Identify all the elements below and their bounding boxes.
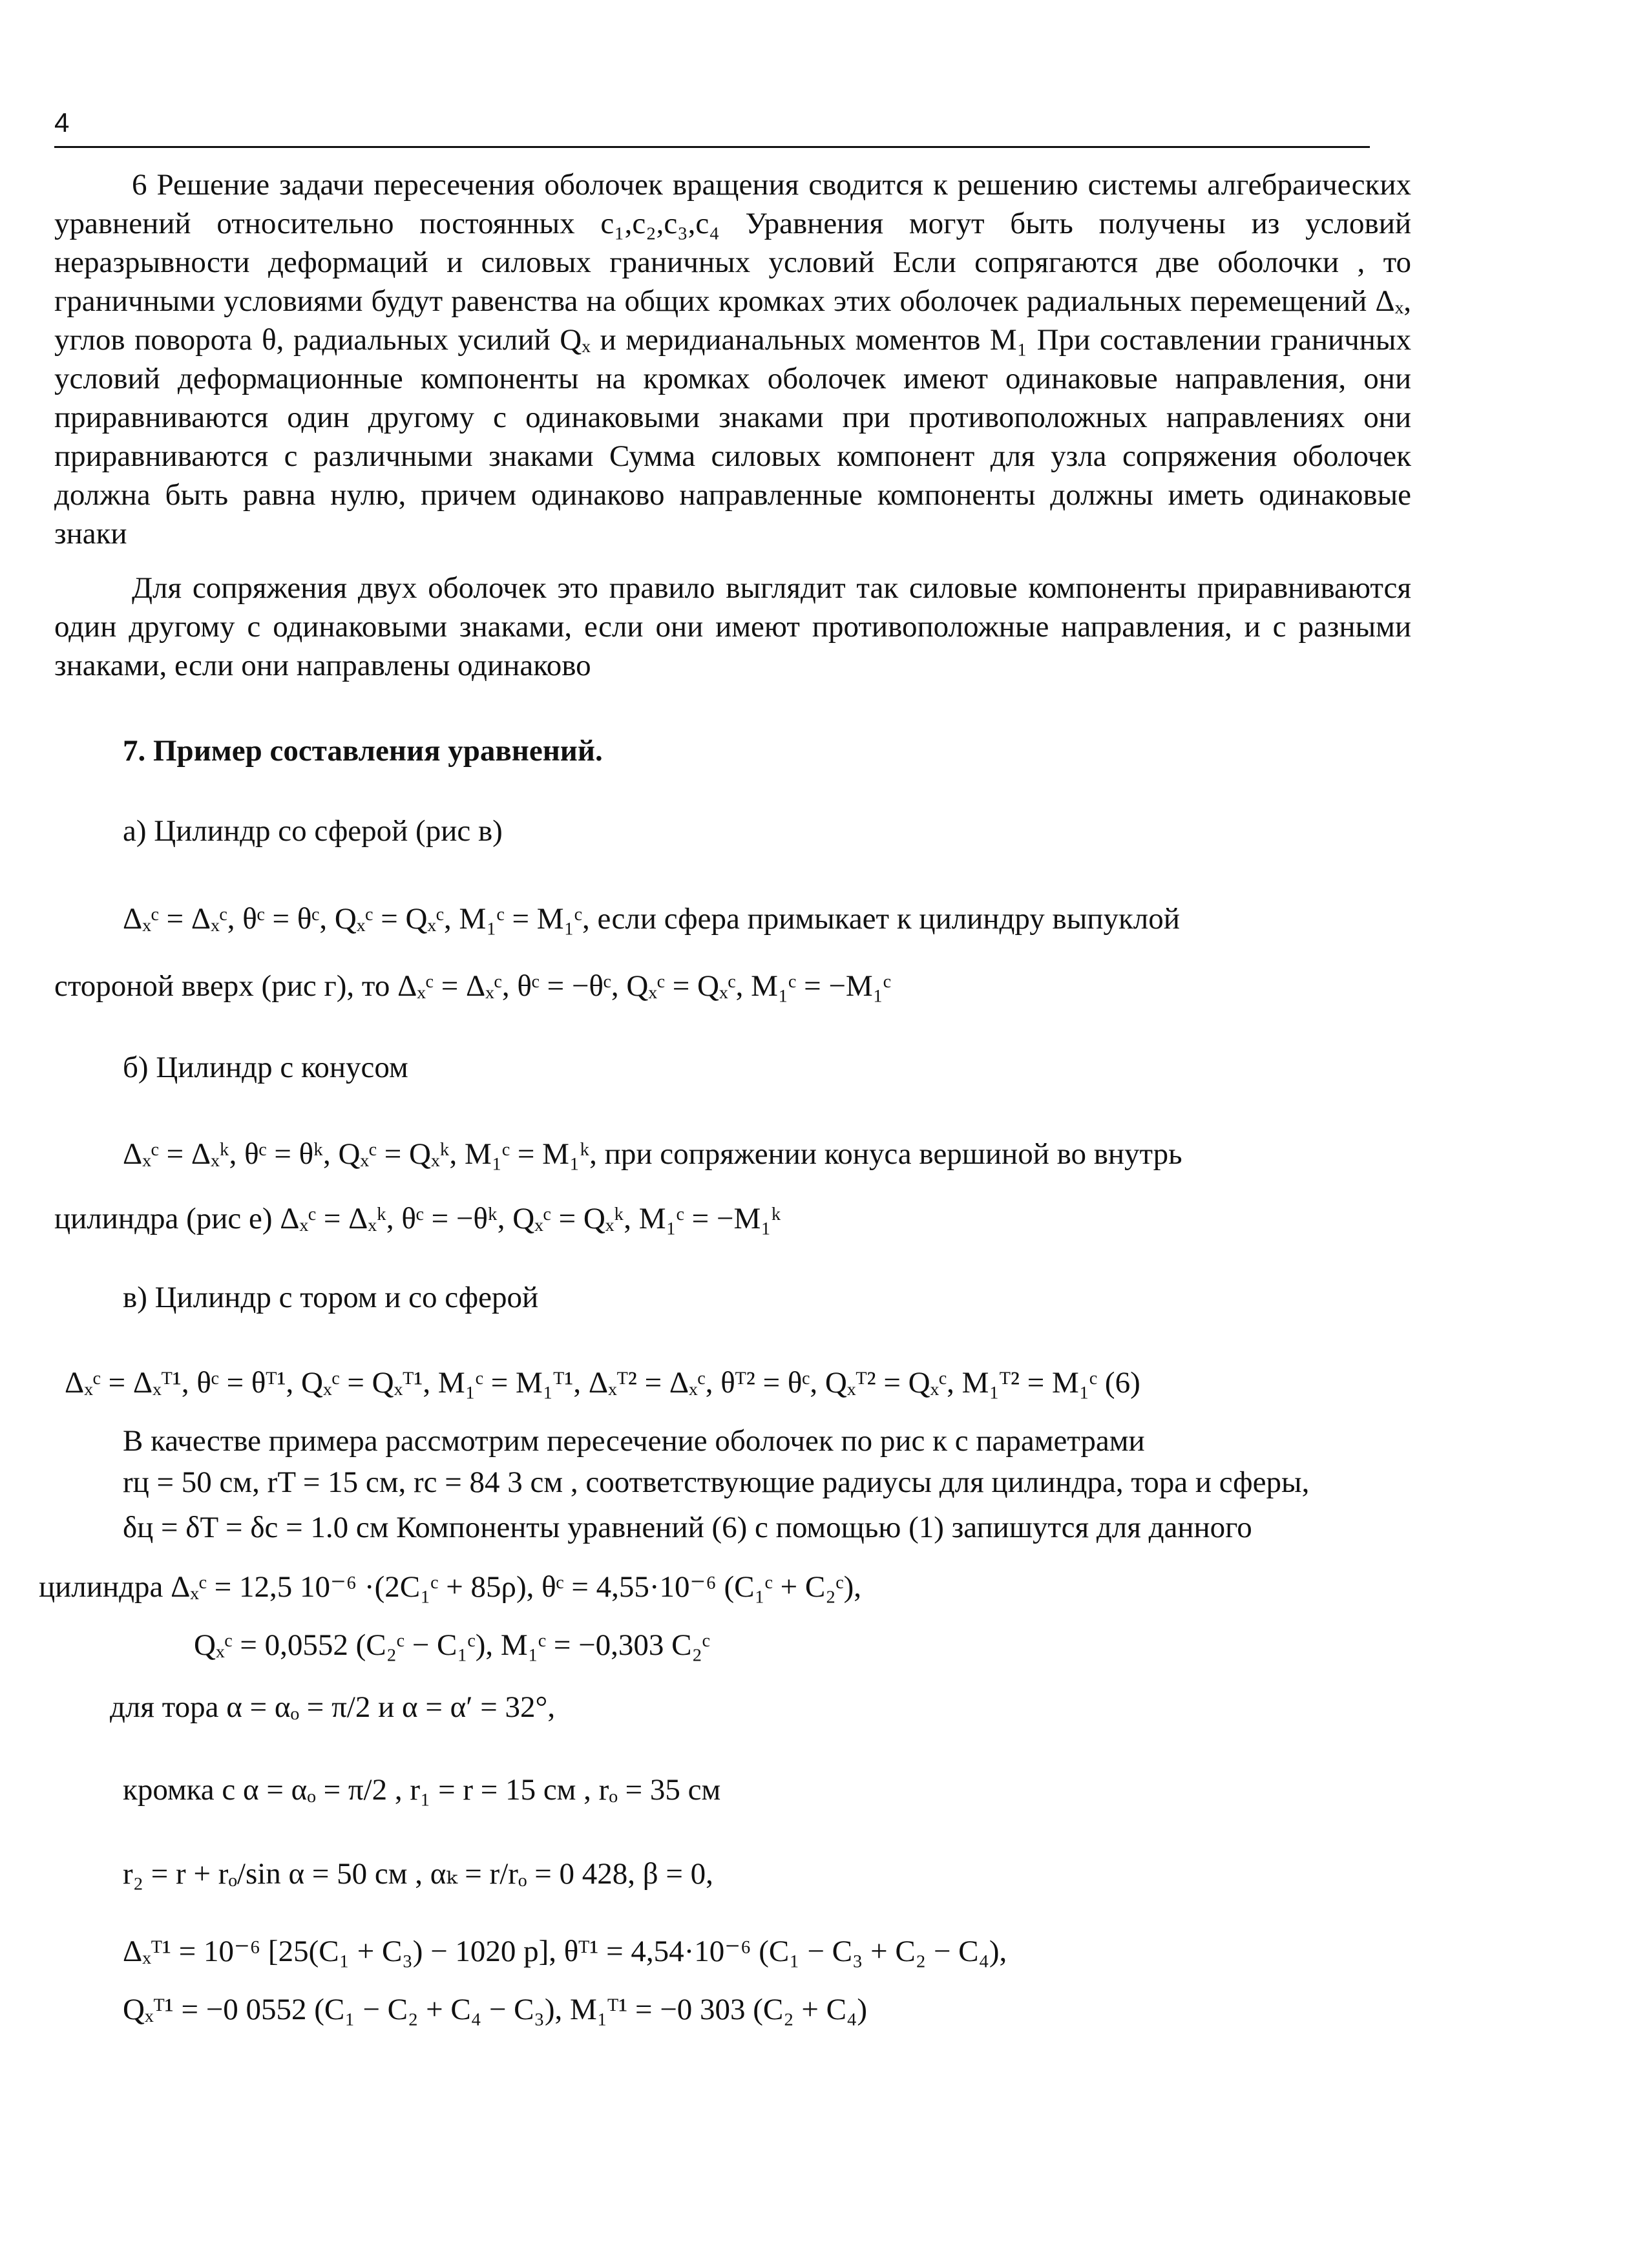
parameters-thickness: δц = δT = δc = 1.0 см Компоненты уравнений (6) с помощью (1) запишутся для данного — [123, 1511, 1252, 1544]
torus-equation-2: Qₓᵀ¹ = −0 0552 (C₁ − C₂ + C₄ − C₃), M₁ᵀ¹ = −0 303 (C₂ + C₄) — [123, 1993, 868, 2026]
subheading-cylinder-torus-sphere: в) Цилиндр с тором и со сферой — [123, 1281, 539, 1314]
torus-edge: кромка с α = αₒ = π/2 , r₁ = r = 15 см , rₒ = 35 см — [123, 1773, 721, 1807]
subheading-cylinder-cone: б) Цилиндр с конусом — [123, 1051, 408, 1084]
example-intro: В качестве примера рассмотрим пересечение оболочек по рис к с параметрами — [123, 1424, 1145, 1458]
equation-b-line2: цилиндра (рис е) Δₓᶜ = Δₓᵏ, θᶜ = −θᵏ, Qₓᶜ = Qₓᵏ, M₁ᶜ = −M₁ᵏ — [54, 1202, 781, 1235]
equation-a-line2: стороной вверх (рис г), то Δₓᶜ = Δₓᶜ, θᶜ = −θᶜ, Qₓᶜ = Qₓᶜ, M₁ᶜ = −M₁ᶜ — [54, 969, 892, 1003]
parameters-radii: rц = 50 см, rT = 15 см, rc = 84 3 см , соответствующие радиусы для цилиндра, тора и сферы, — [123, 1465, 1310, 1499]
torus-equation-1: Δₓᵀ¹ = 10⁻⁶ [25(C₁ + C₃) − 1020 p], θᵀ¹ = 4,54·10⁻⁶ (C₁ − C₃ + C₂ − C₄), — [123, 1935, 1007, 1968]
cylinder-equation-1: цилиндра Δₓᶜ = 12,5 10⁻⁶ ·(2C₁ᶜ + 85ρ), θᶜ = 4,55·10⁻⁶ (C₁ᶜ + C₂ᶜ), — [39, 1570, 862, 1604]
page-number: 4 — [54, 107, 70, 138]
equation-b-line1: Δₓᶜ = Δₓᵏ, θᶜ = θᵏ, Qₓᶜ = Qₓᵏ, M₁ᶜ = M₁ᵏ, при сопряжении конуса вершиной во внутрь — [123, 1137, 1182, 1171]
paragraph-rule-two-shells: Для сопряжения двух оболочек это правило выглядит так силовые компоненты приравниваются один другому с одинаковыми знаками, если они имеют противоположные направления, и с разными знаками, если они направлены одинаково — [54, 571, 1411, 682]
paragraph-section-6: 6 Решение задачи пересечения оболочек вращения сводится к решению системы алгебраических уравнений относительно постоянных c₁,c₂,c₃,c₄ Уравнения могут быть получены из условий неразрывности деформаций и силовых граничных условий Если сопрягаются две оболочки , то граничными условиями будут равенства на общих кромках этих оболочек радиальных перемещений Δₓ, углов поворота θ, радиальных усилий Qₓ и меридианальных моментов M₁ При составлении граничных условий деформационные компоненты на кромках оболочек имеют одинаковые направления, они приравниваются один другому с одинаковыми знаками при противоположных направлениях они приравниваются с различными знаками Сумма силовых компонент для узла сопряжения оболочек должна быть равна нулю, причем одинаково направленные компоненты должны иметь одинаковые знаки — [54, 168, 1411, 551]
subheading-cylinder-sphere: а) Цилиндр со сферой (рис в) — [123, 814, 503, 848]
cylinder-equation-2: Qₓᶜ = 0,0552 (C₂ᶜ − C₁ᶜ), M₁ᶜ = −0,303 C₂ᶜ — [194, 1628, 710, 1662]
torus-r2: r₂ = r + rₒ/sin α = 50 см , αₖ = r/rₒ = 0 428, β = 0, — [123, 1857, 713, 1891]
torus-alpha: для тора α = αₒ = π/2 и α = α′ = 32°, — [110, 1690, 556, 1724]
header-rule — [54, 146, 1370, 148]
equation-a-line1: Δₓᶜ = Δₓᶜ, θᶜ = θᶜ, Qₓᶜ = Qₓᶜ, M₁ᶜ = M₁ᶜ, если сфера примыкает к цилиндру выпуклой — [123, 902, 1180, 936]
equation-c: Δₓᶜ = Δₓᵀ¹, θᶜ = θᵀ¹, Qₓᶜ = Qₓᵀ¹, M₁ᶜ = M₁ᵀ¹, Δₓᵀ² = Δₓᶜ, θᵀ² = θᶜ, Qₓᵀ² = Qₓᶜ, M₁ᵀ² = M₁ᶜ (6) — [65, 1366, 1140, 1400]
section-heading: 7. Пример составления уравнений. — [123, 734, 603, 768]
